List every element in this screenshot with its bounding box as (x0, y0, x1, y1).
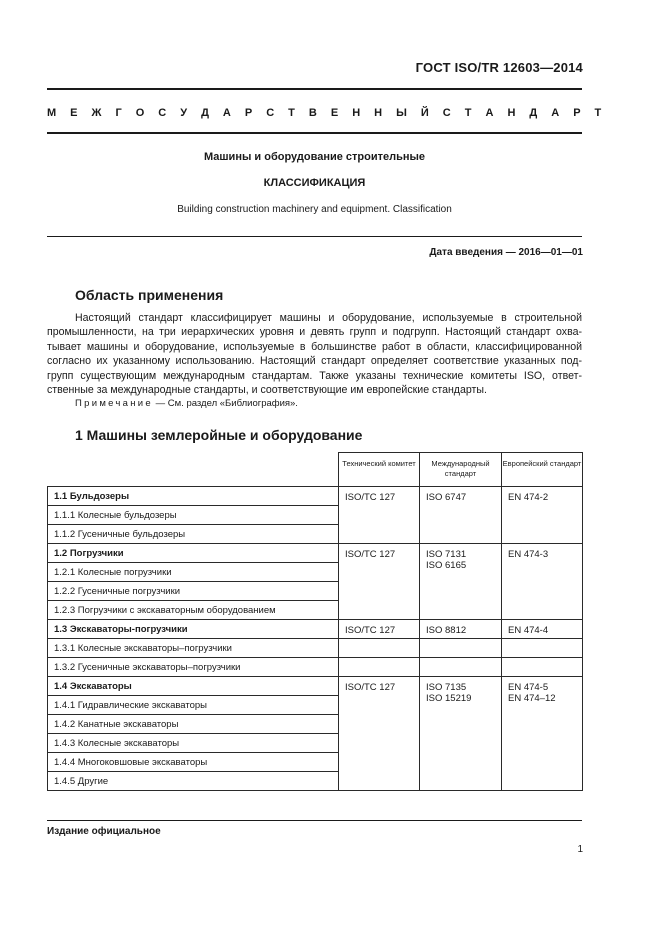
european-cell (502, 544, 583, 620)
subgroup-name: 1.4.2 Канатные экскаваторы (48, 715, 339, 734)
table-group-row (48, 487, 583, 506)
subgroup-name: 1.4.3 Колесные экскаваторы (48, 734, 339, 753)
european-standard: EN 474-3 (508, 549, 549, 560)
banner-letter: В (308, 107, 317, 119)
european-cell-empty (502, 639, 583, 658)
banner-letter: У (180, 107, 188, 119)
banner-letter: С (442, 107, 451, 119)
banner-letter: Т (594, 107, 602, 119)
scope-note (75, 398, 298, 409)
subgroup-name: 1.4.1 Гидравлические экскаваторы (48, 696, 339, 715)
table-header-international: Международный стандарт (420, 453, 502, 487)
subgroup-name: 1.1.1 Колесные бульдозеры (48, 506, 339, 525)
international-cell (420, 544, 502, 620)
scope-paragraph-line: групп существующим международным стандартам. Также указаны технические комитеты ISO, ответ- (47, 369, 582, 382)
table-header-committee: Технический комитет (339, 453, 420, 487)
banner-letter: Ы (396, 107, 407, 119)
european-cell (502, 620, 583, 639)
international-standard: ISO 8812 (426, 625, 467, 636)
banner-letter: Н (507, 107, 516, 119)
banner-letter: Н (374, 107, 383, 119)
subgroup-name: 1.4.4 Многоковшовые экскаваторы (48, 753, 339, 772)
classification-table (47, 452, 583, 791)
banner-letter: Г (115, 107, 122, 119)
international-cell (420, 677, 502, 791)
banner-letter: С (158, 107, 167, 119)
scope-heading: Область применения (75, 287, 224, 303)
subgroup-name: 1.2.1 Колесные погрузчики (48, 563, 339, 582)
banner-letter: Й (420, 107, 429, 119)
table-group-row (48, 620, 583, 639)
table-row (48, 658, 583, 677)
international-standard: ISO 7131 (426, 549, 467, 560)
banner-rule (47, 132, 582, 134)
title-line-1: Машины и оборудование строительные (203, 151, 426, 163)
scope-paragraph-line: Настоящий стандарт классифицирует машины и оборудование, используемые в строительной (75, 312, 582, 324)
scope-paragraph-line: ственные за международные стандарты, и соответствующие им европейские стандарты. (47, 384, 487, 397)
international-standard: ISO 7135 (426, 682, 467, 693)
banner-letter: Д (529, 107, 538, 119)
international-cell (420, 620, 502, 639)
banner-letter: Е (70, 107, 78, 119)
edition-label: Издание официальное (47, 826, 161, 837)
banner-letter: Т (464, 107, 472, 119)
note-text: — См. раздел «Библиография». (153, 398, 298, 409)
committee-cell: ISO/TC 127 (339, 677, 420, 791)
introduction-date: Дата введения — 2016—01—01 (429, 247, 583, 258)
title-line-2: КЛАССИФИКАЦИЯ (263, 177, 366, 189)
banner-letter: А (222, 107, 231, 119)
banner-letter: А (551, 107, 560, 119)
table-group-row (48, 544, 583, 563)
banner-letter: С (266, 107, 275, 119)
international-standard: ISO 6165 (426, 560, 467, 571)
subgroup-name: 1.3.1 Колесные экскаваторы–погрузчики (48, 639, 339, 658)
european-standard: EN 474-5 (508, 682, 549, 693)
subgroup-name: 1.2.3 Погрузчики с экскаваторным оборудованием (48, 601, 339, 620)
section-1-heading: 1 Машины землеройные и оборудование (75, 427, 363, 443)
group-name: 1.3 Экскаваторы-погрузчики (48, 620, 339, 639)
banner-letter: О (135, 107, 145, 119)
european-standard: EN 474-4 (508, 625, 549, 636)
committee-cell: ISO/TC 127 (339, 620, 420, 639)
page-number: 1 (577, 844, 583, 855)
european-standard: EN 474-2 (508, 492, 549, 503)
group-name: 1.1 Бульдозеры (48, 487, 339, 506)
scope-paragraph-line: промышленности, на три иерархических уровня и девять групп и подгрупп. Настоящий стандарт охва- (47, 326, 582, 339)
subgroup-name: 1.3.2 Гусеничные экскаваторы–погрузчики (48, 658, 339, 677)
banner-letter: Н (352, 107, 361, 119)
banner-letter: Т (288, 107, 295, 119)
international-standard: ISO 15219 (426, 693, 472, 704)
banner-letter: Р (573, 107, 581, 119)
banner-letter: Ж (91, 107, 102, 119)
international-cell-empty (420, 639, 502, 658)
table-header-empty (48, 453, 339, 487)
document-code: ГОСТ ISO/TR 12603—2014 (415, 60, 583, 75)
banner-letter: Д (201, 107, 209, 119)
international-cell (420, 487, 502, 544)
scope-paragraph-line: тывает машины и оборудование, используемые в большинстве работ в области, классифицированной (47, 340, 582, 353)
header-rule (47, 88, 582, 90)
international-cell-empty (420, 658, 502, 677)
banner-letter: А (485, 107, 494, 119)
table-header-european: Европейский стандарт (502, 453, 583, 487)
european-cell (502, 487, 583, 544)
european-cell-empty (502, 658, 583, 677)
group-name: 1.4 Экскаваторы (48, 677, 339, 696)
banner-letter: Р (244, 107, 253, 119)
title-rule (47, 236, 582, 237)
subgroup-name: 1.2.2 Гусеничные погрузчики (48, 582, 339, 601)
banner-letter: М (47, 107, 57, 119)
scope-paragraph (47, 311, 582, 397)
note-label: Примечание (75, 398, 153, 409)
title-english: Building construction machinery and equipment. Classification (177, 204, 452, 215)
committee-cell-empty (339, 658, 420, 677)
committee-cell: ISO/TC 127 (339, 544, 420, 620)
table-header-row (48, 453, 583, 487)
international-standard: ISO 6747 (426, 492, 467, 503)
banner-letter: Е (330, 107, 339, 119)
subgroup-name: 1.1.2 Гусеничные бульдозеры (48, 525, 339, 544)
banner-word (47, 107, 443, 119)
group-name: 1.2 Погрузчики (48, 544, 339, 563)
banner-word (443, 107, 601, 119)
scope-paragraph-line: согласно их указанному использованию. Настоящий стандарт определяет соответствие указанных под- (47, 355, 582, 368)
subgroup-name: 1.4.5 Другие (48, 772, 339, 791)
european-cell (502, 677, 583, 791)
footer-rule (47, 820, 582, 821)
european-standard: EN 474–12 (508, 693, 556, 704)
committee-cell: ISO/TC 127 (339, 487, 420, 544)
table-group-row (48, 677, 583, 696)
table-row (48, 639, 583, 658)
committee-cell-empty (339, 639, 420, 658)
standard-type-banner (47, 107, 602, 119)
